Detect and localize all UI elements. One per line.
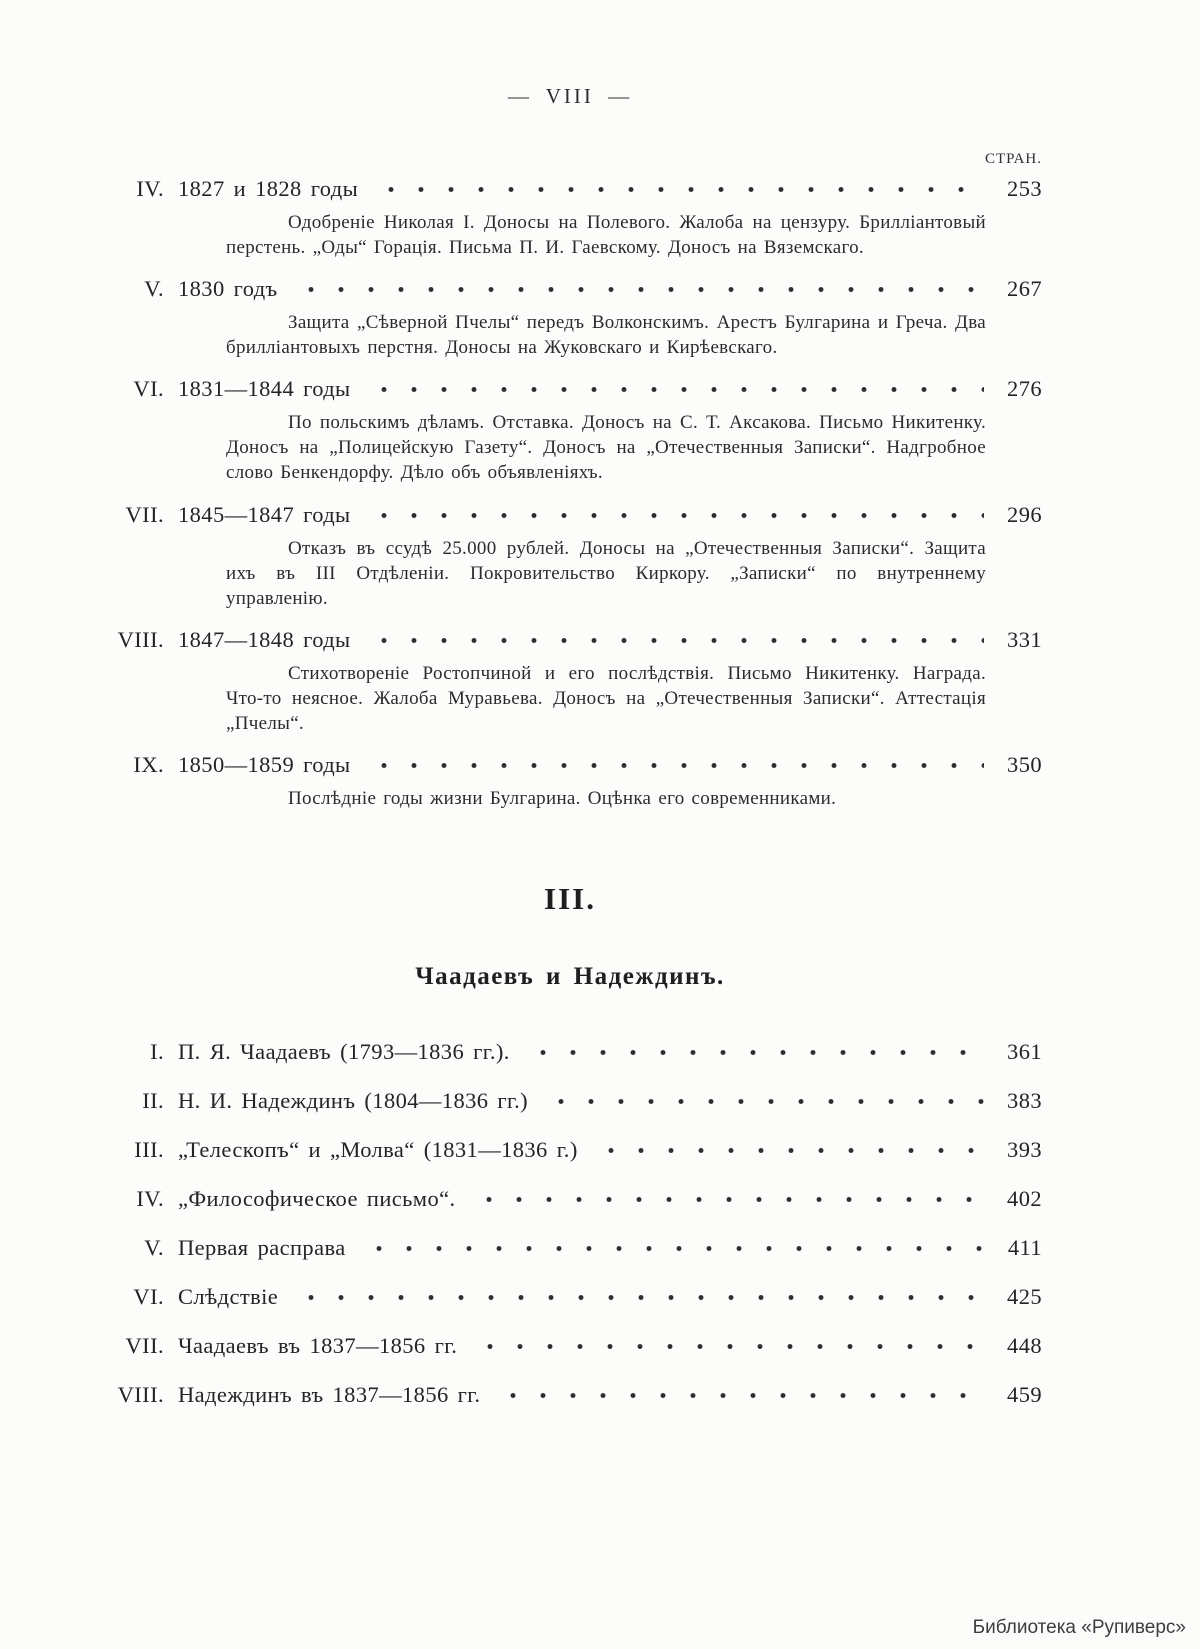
- entry-page-number: 393: [1007, 1137, 1042, 1163]
- toc-entry: [98, 176, 1042, 260]
- toc-entry-line: [98, 627, 1042, 653]
- dot-leader: [369, 762, 984, 769]
- entry-page-number: 276: [1007, 376, 1042, 402]
- entry-description: Защита „Сѣверной Пчелы“ передъ Волконскимъ. Арестъ Булгарина и Греча. Два брилліантовыхъ перстня. Доносы на Жуковскаго и Кирѣевскаго.: [226, 312, 986, 359]
- dot-leader: [474, 1196, 984, 1203]
- library-watermark: Библиотека «Рупиверс»: [972, 1617, 1186, 1638]
- entry-title: 1847—1848 годы: [178, 626, 351, 652]
- entry-title: 1845—1847 годы: [178, 501, 351, 527]
- toc-entry: [98, 752, 1042, 811]
- dot-leader: [364, 1245, 984, 1252]
- dot-leader: [369, 386, 984, 393]
- entry-number: VII.: [125, 1333, 164, 1359]
- entry-title: 1850—1859 годы: [178, 752, 351, 778]
- toc-entry-line: [98, 276, 1042, 302]
- toc-entry-line: [98, 1039, 1042, 1065]
- dot-leader: [596, 1147, 984, 1154]
- entry-page-number: 425: [1007, 1284, 1042, 1310]
- entry-description: Стихотвореніе Ростопчиной и его послѣдствія. Письмо Никитенку. Награда. Что-то неясное. Жалоба Муравьева. Доносъ на „Отечественныя Записки“. Аттестація „Пчелы“.: [226, 662, 986, 734]
- entry-page-number: 459: [1007, 1382, 1042, 1408]
- section-number-heading: III.: [544, 881, 596, 917]
- entry-page-number: 411: [1007, 1235, 1042, 1261]
- entry-page-number: 448: [1007, 1333, 1042, 1359]
- entry-number: VIII.: [117, 626, 164, 652]
- entry-number: I.: [150, 1039, 164, 1065]
- entry-number: III.: [134, 1137, 164, 1163]
- entry-title: П. Я. Чаадаевъ (1793—1836 гг.).: [178, 1039, 510, 1065]
- toc-entry: [98, 376, 1042, 485]
- toc-entry-line: [98, 1382, 1042, 1408]
- entry-page-number: 331: [1007, 626, 1042, 652]
- entry-description: Отказъ въ ссудѣ 25.000 рублей. Доносы на „Отечественныя Записки“. Защита ихъ въ III Отдѣленіи. Покровительство Киркору. „Записки“ по внутреннему управленію.: [226, 537, 986, 609]
- entry-title: Слѣдствіе: [178, 1284, 279, 1310]
- entry-number: V.: [144, 1235, 164, 1261]
- entry-number: VI.: [133, 376, 164, 402]
- entry-number: II.: [142, 1088, 164, 1114]
- dot-leader: [376, 186, 984, 193]
- toc-entry-line: [98, 376, 1042, 402]
- entry-number: VI.: [133, 1284, 164, 1310]
- entry-number: V.: [144, 276, 164, 302]
- toc-entry: [98, 276, 1042, 360]
- entry-number: IV.: [136, 1186, 164, 1212]
- entry-number: IX.: [133, 752, 164, 778]
- entry-title: „Телескопъ“ и „Молва“ (1831—1836 г.): [178, 1137, 578, 1163]
- toc-entry-line: [98, 1088, 1042, 1114]
- toc-entry-line: [98, 1333, 1042, 1359]
- dot-leader: [498, 1392, 984, 1399]
- dot-leader: [369, 512, 984, 519]
- entry-title: 1827 и 1828 годы: [178, 176, 359, 201]
- section-title-heading: Чаадаевъ и Надеждинъ.: [415, 963, 725, 991]
- pages-column-header: СТРАН.: [984, 151, 1042, 167]
- dot-leader: [546, 1098, 984, 1105]
- toc-entry-line: [98, 752, 1042, 778]
- entry-title: Надеждинъ въ 1837—1856 гг.: [178, 1382, 481, 1408]
- entry-description: Одобреніе Николая I. Доносы на Полевого. Жалоба на цензуру. Брилліантовый перстень. „Оды“ Горація. Письма П. И. Гаевскому. Доносъ на Вяземскаго.: [226, 212, 986, 259]
- dot-leader: [369, 637, 984, 644]
- entry-number: VIII.: [117, 1382, 164, 1408]
- toc-section-chapters: [98, 176, 1042, 811]
- entry-title: Чаадаевъ въ 1837—1856 гг.: [178, 1333, 458, 1359]
- entry-description: Послѣдніе годы жизни Булгарина. Оцѣнка его современниками.: [288, 788, 837, 810]
- dot-leader: [528, 1049, 984, 1056]
- entry-description: По польскимъ дѣламъ. Отставка. Доносъ на С. Т. Аксакова. Письмо Никитенку. Доносъ на „Полицейскую Газету“. Доносъ на „Отечественныя Записки“. Надгробное слово Бенкендорфу. Дѣло объ объявленіяхъ.: [226, 412, 986, 484]
- entry-page-number: 253: [1007, 176, 1042, 201]
- entry-page-number: 383: [1007, 1088, 1042, 1114]
- toc-entry-line: [98, 1235, 1042, 1261]
- toc-entry: [98, 627, 1042, 736]
- toc-section-chaadaev-nadezhdin: [98, 1039, 1042, 1408]
- entry-number: IV.: [136, 176, 164, 201]
- toc-entry: [98, 502, 1042, 611]
- dot-leader: [475, 1343, 984, 1350]
- dot-leader: [296, 1294, 984, 1301]
- entry-page-number: 361: [1007, 1039, 1042, 1065]
- dot-leader: [296, 286, 984, 293]
- toc-entry-line: [98, 176, 1042, 202]
- toc-entry-line: [98, 1137, 1042, 1163]
- entry-page-number: 267: [1007, 276, 1042, 302]
- entry-title: Первая расправа: [178, 1235, 346, 1261]
- toc-entry-line: [98, 1186, 1042, 1212]
- entry-title: 1830 годъ: [178, 276, 278, 302]
- running-head-page-number: — VIII —: [507, 84, 633, 108]
- entry-title: „Философическое письмо“.: [178, 1186, 456, 1212]
- entry-title: Н. И. Надеждинъ (1804—1836 гг.): [178, 1088, 529, 1114]
- entry-page-number: 350: [1007, 752, 1042, 778]
- toc-entry-line: [98, 1284, 1042, 1310]
- toc-entry-line: [98, 502, 1042, 528]
- entry-page-number: 296: [1007, 501, 1042, 527]
- entry-page-number: 402: [1007, 1186, 1042, 1212]
- entry-title: 1831—1844 годы: [178, 376, 351, 402]
- entry-number: VII.: [125, 501, 164, 527]
